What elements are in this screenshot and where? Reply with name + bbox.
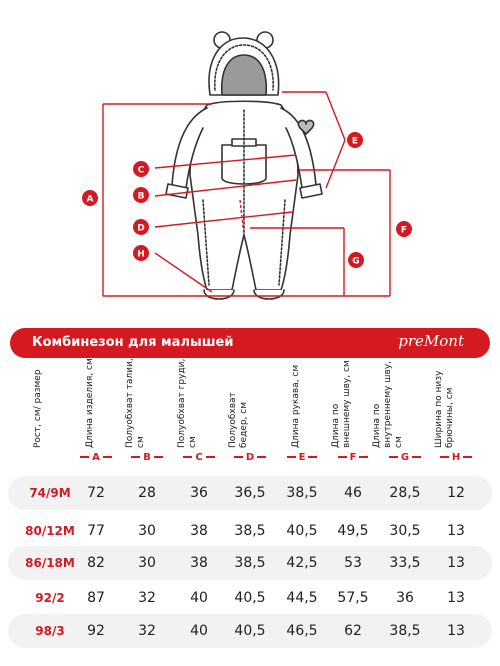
measurement-letters [0, 452, 500, 466]
value-cell: 53 [344, 555, 362, 571]
value-cell: 32 [138, 590, 156, 606]
value-cell: 32 [138, 623, 156, 639]
marker-d [133, 219, 149, 235]
marker-b [133, 187, 149, 203]
value-cell: 38 [190, 523, 208, 539]
letter-d: D [226, 452, 274, 463]
value-cell: 38,5 [234, 523, 266, 539]
value-cell: 30 [138, 555, 156, 571]
value-cell: 82 [87, 555, 105, 571]
value-cell: 40 [190, 590, 208, 606]
size-table-header [0, 358, 500, 452]
value-cell: 30,5 [389, 523, 421, 539]
letter-c: C [175, 452, 223, 463]
svg-text:A: A [86, 194, 94, 205]
value-cell: 72 [87, 485, 105, 501]
header-leg-width: Ширина по низу брючины, см [434, 370, 455, 448]
letter-h: H [432, 452, 480, 463]
value-cell: 33,5 [389, 555, 421, 571]
value-cell: 57,5 [337, 590, 369, 606]
letter-b: B [123, 452, 171, 463]
header-sleeve: Длина рукава, см [291, 364, 301, 448]
letter-f: F [329, 452, 377, 463]
marker-f [396, 221, 412, 237]
size-cell: 80/12M [25, 524, 75, 538]
value-cell: 77 [87, 523, 105, 539]
value-cell: 38,5 [286, 485, 318, 501]
value-cell: 49,5 [337, 523, 369, 539]
product-banner [10, 328, 490, 358]
value-cell: 62 [344, 623, 362, 639]
header-inner-seam: Длина по внутреннему шву, см [372, 360, 404, 448]
svg-text:E: E [351, 136, 359, 147]
marker-c [133, 161, 149, 177]
letter-e: E [278, 452, 326, 463]
value-cell: 38,5 [389, 623, 421, 639]
value-cell: 13 [447, 623, 465, 639]
svg-text:G: G [352, 256, 360, 267]
letter-a: A [72, 452, 120, 463]
table-row [8, 581, 492, 615]
value-cell: 40,5 [234, 590, 266, 606]
svg-text:C: C [137, 165, 145, 176]
letter-g: G [381, 452, 429, 463]
size-cell: 92/2 [35, 591, 65, 605]
marker-g [348, 252, 364, 268]
value-cell: 42,5 [286, 555, 318, 571]
header-hips: Полуобхват бедер, см [228, 392, 249, 448]
value-cell: 87 [87, 590, 105, 606]
value-cell: 30 [138, 523, 156, 539]
svg-text:B: B [137, 191, 145, 202]
value-cell: 13 [447, 523, 465, 539]
value-cell: 36 [190, 485, 208, 501]
value-cell: 40 [190, 623, 208, 639]
value-cell: 12 [447, 485, 465, 501]
table-row [8, 614, 492, 648]
jumpsuit-illustration [0, 0, 500, 320]
value-cell: 40,5 [234, 623, 266, 639]
value-cell: 44,5 [286, 590, 318, 606]
header-length: Длина изделия, см [85, 358, 95, 448]
header-outer-seam: Длина по внешнему шву, см [331, 360, 352, 448]
header-chest: Полуобхват груди, см [177, 358, 198, 448]
svg-text:D: D [137, 223, 145, 234]
table-row [8, 546, 492, 580]
value-cell: 46,5 [286, 623, 318, 639]
value-cell: 46 [344, 485, 362, 501]
value-cell: 36 [396, 590, 414, 606]
table-row [8, 476, 492, 510]
size-cell: 98/3 [35, 624, 65, 638]
value-cell: 38,5 [234, 555, 266, 571]
marker-a [82, 190, 98, 206]
brand-logo: preMont [398, 332, 464, 350]
value-cell: 36,5 [234, 485, 266, 501]
header-waist: Полуобхват талии, см [125, 358, 146, 448]
value-cell: 38 [190, 555, 208, 571]
value-cell: 40,5 [286, 523, 318, 539]
product-title: Комбинезон для малышей [32, 335, 234, 350]
value-cell: 13 [447, 590, 465, 606]
value-cell: 92 [87, 623, 105, 639]
value-cell: 28 [138, 485, 156, 501]
value-cell: 28,5 [389, 485, 421, 501]
size-cell: 86/18M [25, 556, 75, 570]
svg-text:F: F [400, 225, 408, 236]
header-size: Рост, см/ размер [33, 369, 43, 448]
value-cell: 13 [447, 555, 465, 571]
size-cell: 74/9M [29, 486, 71, 500]
marker-h [133, 245, 149, 261]
svg-text:H: H [137, 249, 145, 260]
table-row [8, 514, 492, 548]
marker-e [347, 132, 363, 148]
